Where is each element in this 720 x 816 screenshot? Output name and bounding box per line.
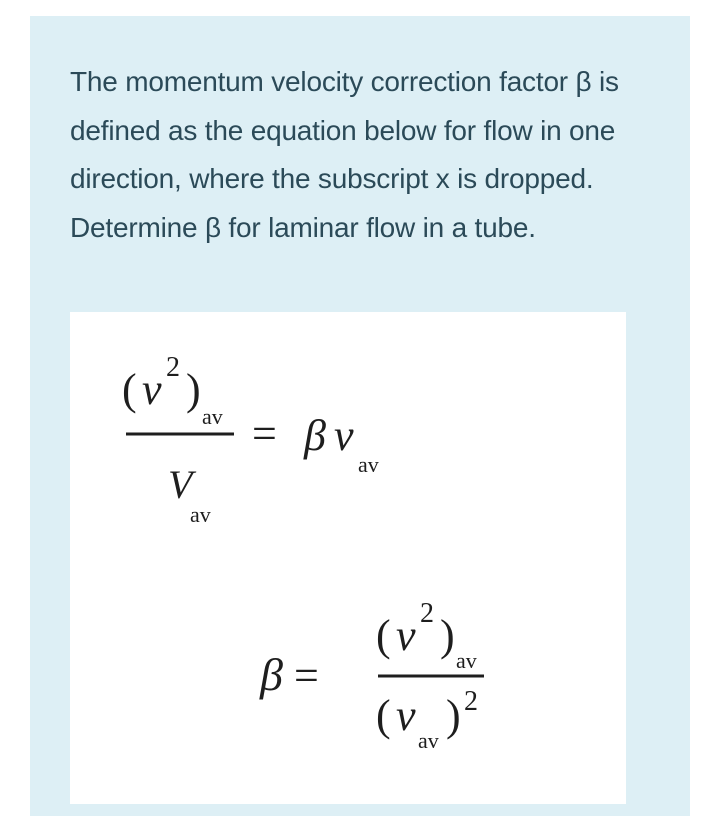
paren-close: ) [446,691,461,740]
eq2-denominator-sub: av [418,728,439,753]
paren-close: ) [440,611,455,660]
eq2-denominator-var: v [396,691,416,740]
eq2-denominator-exp: 2 [464,686,478,717]
eq1-rhs-beta: β [304,411,326,460]
equation-beta-definition [259,598,484,753]
eq1-equals: = [252,409,277,458]
eq2-lhs-beta: β [260,649,283,700]
eq1-denominator-sub: av [190,502,211,527]
eq1-numerator-sub: av [202,404,223,429]
eq2-numerator-sub: av [456,648,477,673]
eq2-numerator-var: v [396,611,416,660]
question-card [30,16,690,816]
eq2-numerator-exp: 2 [420,598,434,629]
equation-image [70,312,626,804]
equation-momentum-flux [122,352,379,527]
eq1-rhs-var: v [334,411,354,460]
paren-close: ) [186,365,201,414]
paren-open: ( [376,691,391,740]
eq1-denominator-var: V [168,462,193,507]
eq1-numerator-var: v [142,365,162,414]
eq1-rhs-sub: av [358,452,379,477]
eq2-equals: = [294,651,319,700]
eq1-numerator-exp: 2 [166,352,180,383]
paren-open: ( [376,611,391,660]
question-text: The momentum velocity correction factor β is defined as the equation below for flow in one direction, where the subscript x is dropped. Determine β for laminar flow in a tube. [70,66,619,243]
paren-open: ( [122,365,137,414]
